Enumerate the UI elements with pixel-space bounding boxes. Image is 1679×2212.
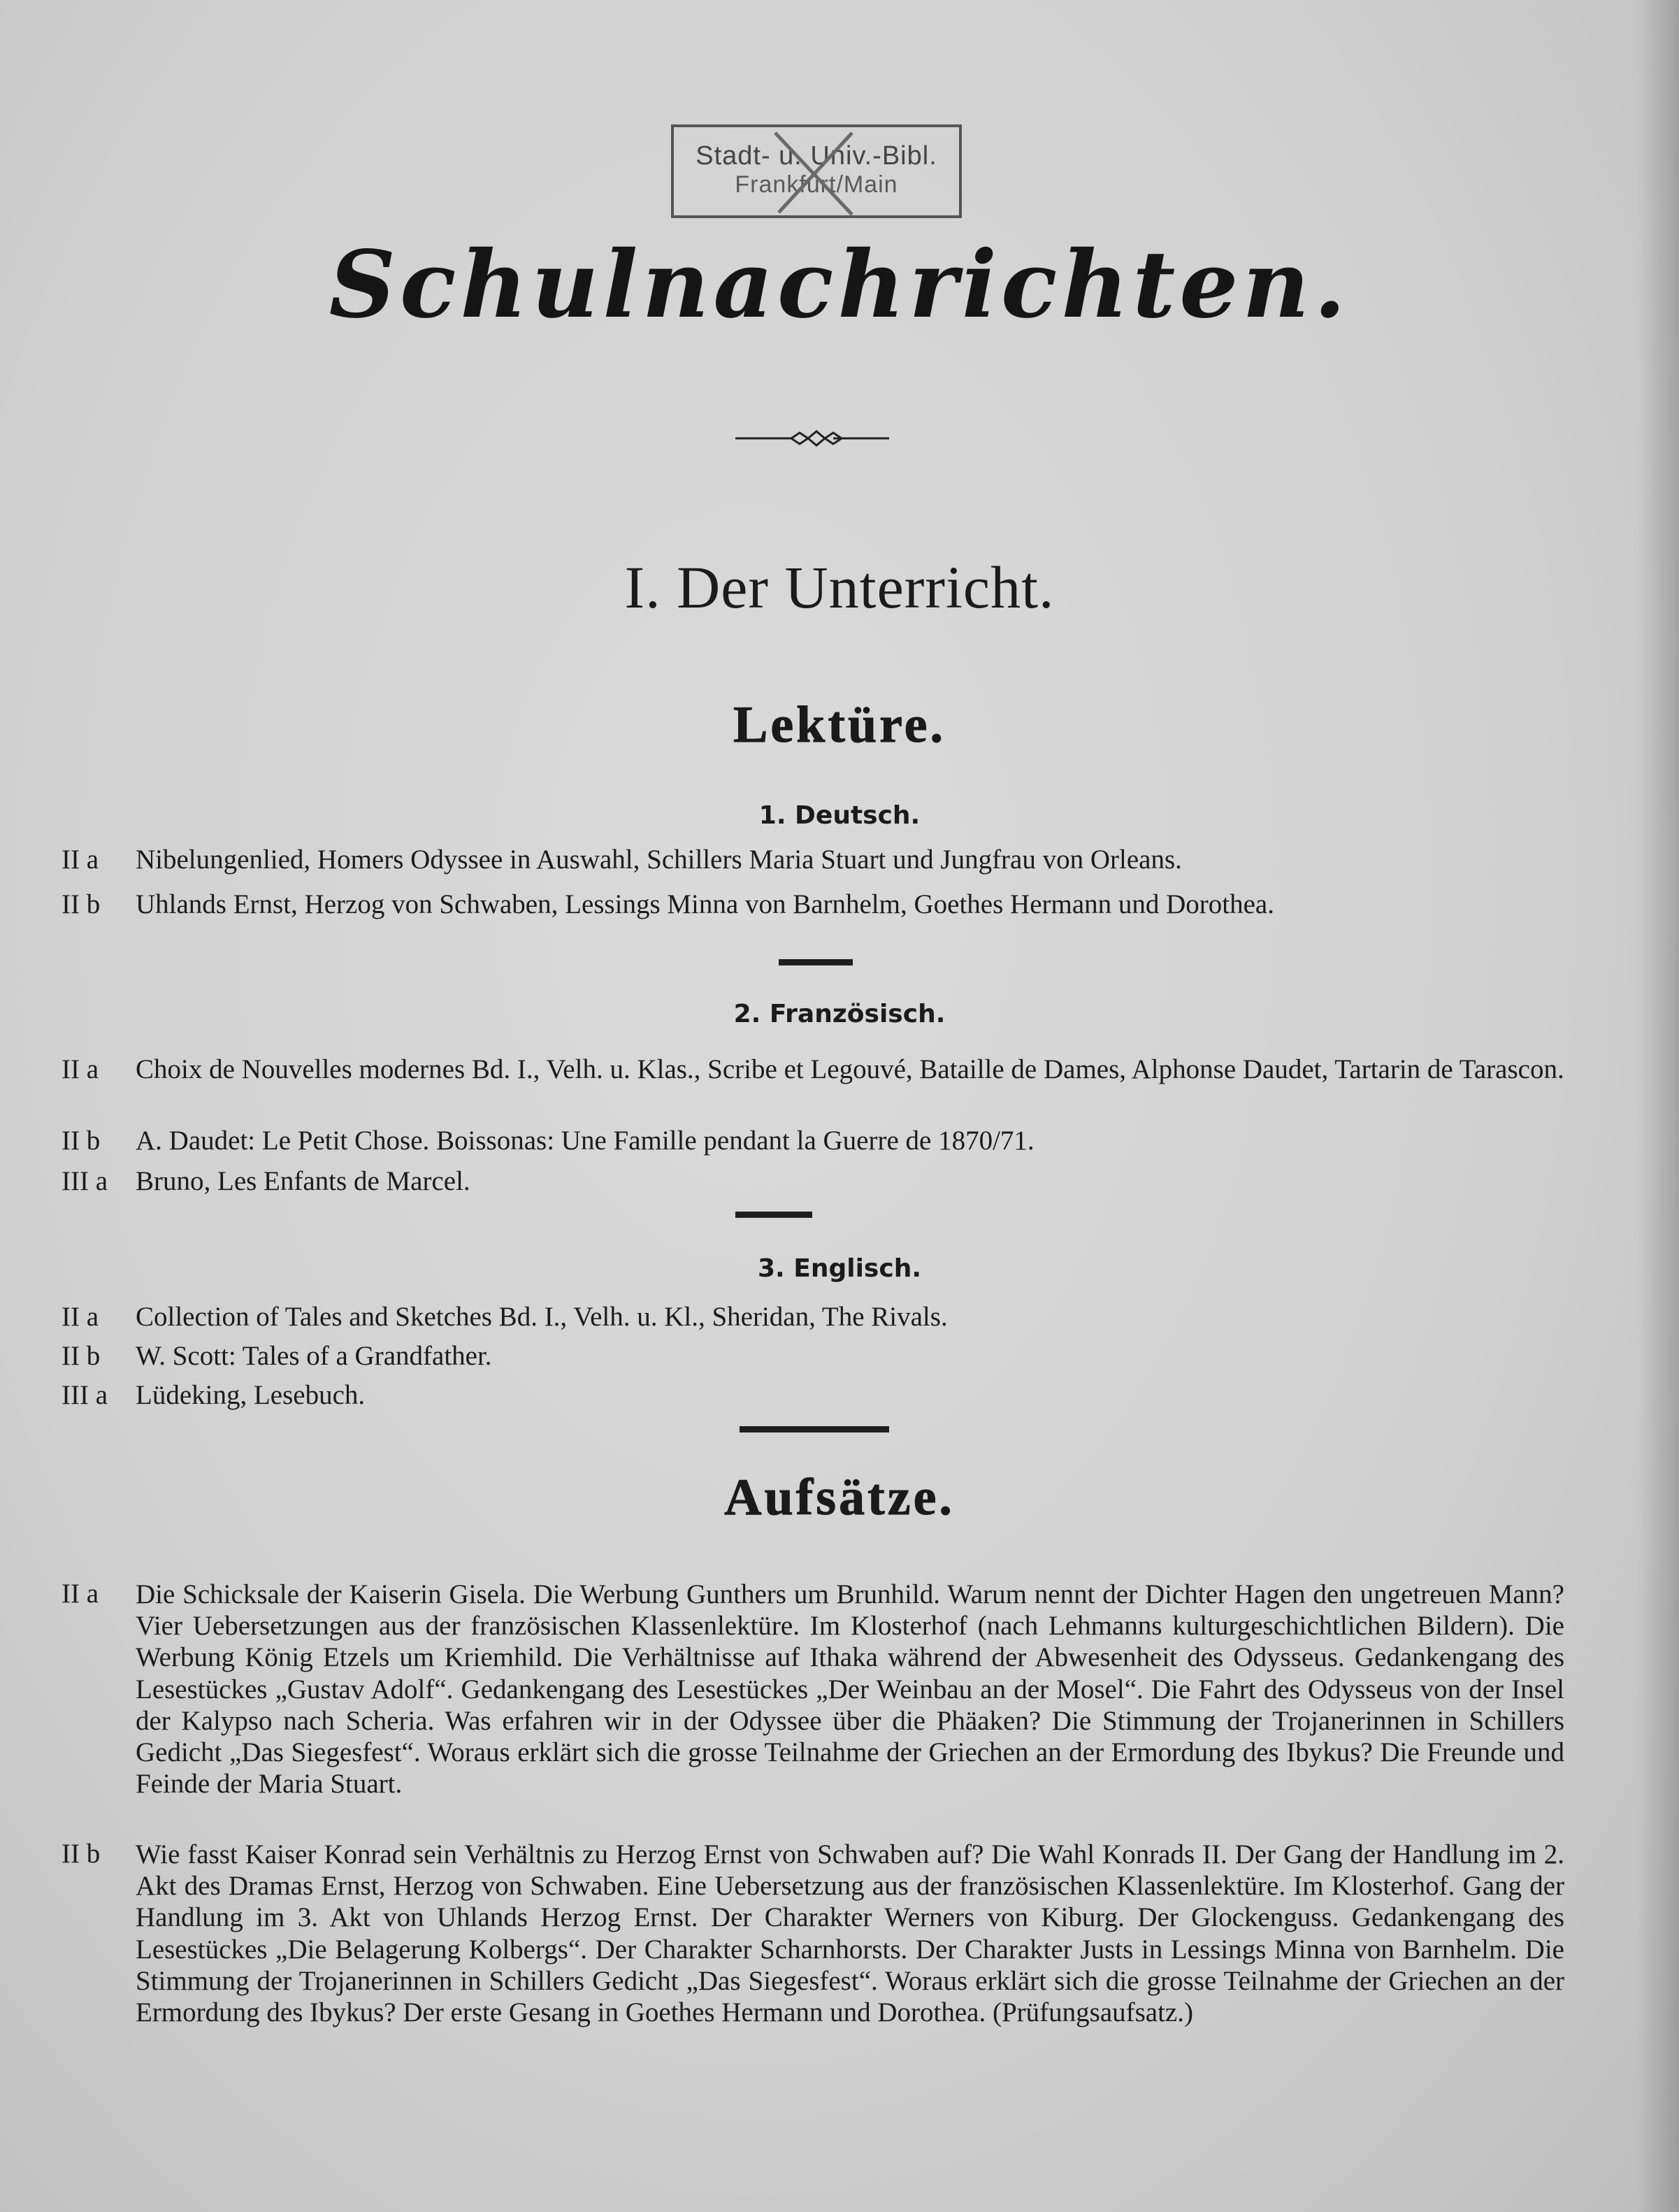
class-label: II b bbox=[62, 1341, 101, 1371]
class-label: II b bbox=[62, 1126, 101, 1156]
class-label: II a bbox=[62, 845, 99, 875]
entry-text: W. Scott: Tales of a Grandfather. bbox=[136, 1341, 492, 1371]
aufsaetze-heading: Aufsätze. bbox=[724, 1469, 955, 1526]
aufsaetze-entry bbox=[62, 1579, 1564, 1800]
entry-text: Choix de Nouvelles modernes Bd. I., Velh. u. Klas., Scribe et Legouvé, Bataille de Dames, Alphonse Daudet, Tartarin de Tarascon. bbox=[136, 1054, 1564, 1084]
entry-text: Bruno, Les Enfants de Marcel. bbox=[136, 1166, 470, 1196]
class-label: III a bbox=[62, 1166, 108, 1196]
entry-text: Nibelungenlied, Homers Odyssee in Auswahl, Schillers Maria Stuart und Jungfrau von Orleans. bbox=[136, 845, 1182, 875]
englisch-entry bbox=[62, 1302, 1564, 1333]
stamp-strike-mark bbox=[772, 127, 856, 218]
franzoesisch-title: 2. Französisch. bbox=[733, 1000, 946, 1028]
entry-text: Die Schicksale der Kaiserin Gisela. Die Werbung Gunthers um Brunhild. Warum nennt der Dichter Hagen den ungetreuen Mann? Vier Uebersetzungen aus der französischen Klassenlektüre. Im Klosterhof (nach Lehmanns kulturgeschichtlichen Bildern). Die Werbung König Etzels um Kriemhild. Die Verhältnisse auf Ithaka während der Abwesenheit des Odysseus. Gedankengang des Lesestückes „Gustav Adolf“. Gedankengang des Lesestückes „Der Weinbau an der Mosel“. Die Fahrt des Odysseus von der Insel der Kalypso nach Scheria. Was erfahren wir in der Odyssee über die Phäaken? Die Stimmung der Trojanerinnen in Schillers Gedicht „Das Siegesfest“. Woraus erklärt sich die grosse Teilnahme der Griechen an der Ermordung des Ibykus? Die Freunde und Feinde der Maria Stuart. bbox=[136, 1579, 1564, 1800]
section-rule bbox=[735, 1212, 812, 1218]
lektuere-heading: Lektüre. bbox=[733, 696, 946, 754]
entry-text: Lüdeking, Lesebuch. bbox=[136, 1380, 366, 1410]
entry-text: A. Daudet: Le Petit Chose. Boissonas: Une Famille pendant la Guerre de 1870/71. bbox=[136, 1126, 1035, 1156]
ornament-divider bbox=[735, 428, 889, 449]
englisch-entry bbox=[62, 1341, 1564, 1372]
deutsch-entry bbox=[62, 889, 1564, 920]
aufsaetze-entry bbox=[62, 1839, 1564, 2028]
entry-text: Wie fasst Kaiser Konrad sein Verhältnis zu Herzog Ernst von Schwaben auf? Die Wahl Konrads II. Der Gang der Handlung im 2. Akt des Dramas Ernst, Herzog von Schwaben. Eine Uebersetzung aus der französischen Klassenlektüre. Im Klosterhof. Gang der Handlung im 3. Akt von Uhlands Herzog Ernst. Der Charakter Werners von Kiburg. Der Glockenguss. Gedankengang des Lesestückes „Die Belagerung Kolbergs“. Der Charakter Scharnhorsts. Der Charakter Justs in Lessings Minna von Barnhelm. Die Stimmung der Trojanerinnen in Schillers Gedicht „Das Siegesfest“. Woraus erklärt sich die grosse Teilnahme der Griechen an der Ermordung des Ibykus? Der erste Gesang in Goethes Hermann und Dorothea. (Prüfungsaufsatz.) bbox=[136, 1839, 1564, 2028]
class-label: III a bbox=[62, 1380, 108, 1410]
class-label: II a bbox=[62, 1579, 99, 1609]
section-rule bbox=[779, 959, 853, 965]
stamp-line-1: Stadt- u. Univ.-Bibl. bbox=[696, 141, 937, 171]
class-label: II a bbox=[62, 1054, 99, 1084]
englisch-title: 3. Englisch. bbox=[758, 1254, 921, 1283]
library-stamp bbox=[671, 124, 962, 218]
englisch-entry bbox=[62, 1380, 1564, 1411]
deutsch-entry bbox=[62, 845, 1564, 875]
section-title: I. Der Unterricht. bbox=[624, 554, 1055, 621]
class-label: II b bbox=[62, 1839, 101, 1869]
stamp-line-2: Frankfurt/Main bbox=[735, 171, 898, 198]
class-label: II a bbox=[62, 1302, 99, 1332]
franzoesisch-entry bbox=[62, 1166, 1564, 1197]
franzoesisch-entry bbox=[62, 1054, 1564, 1085]
franzoesisch-entry bbox=[62, 1126, 1564, 1156]
deutsch-title: 1. Deutsch. bbox=[758, 801, 921, 830]
masthead-title: Schulnachrichten. bbox=[329, 231, 1350, 339]
entry-text: Collection of Tales and Sketches Bd. I., Velh. u. Kl., Sheridan, The Rivals. bbox=[136, 1302, 948, 1332]
class-label: II b bbox=[62, 889, 101, 919]
section-rule bbox=[740, 1426, 889, 1432]
entry-text: Uhlands Ernst, Herzog von Schwaben, Lessings Minna von Barnhelm, Goethes Hermann und Dorothea. bbox=[136, 889, 1274, 919]
